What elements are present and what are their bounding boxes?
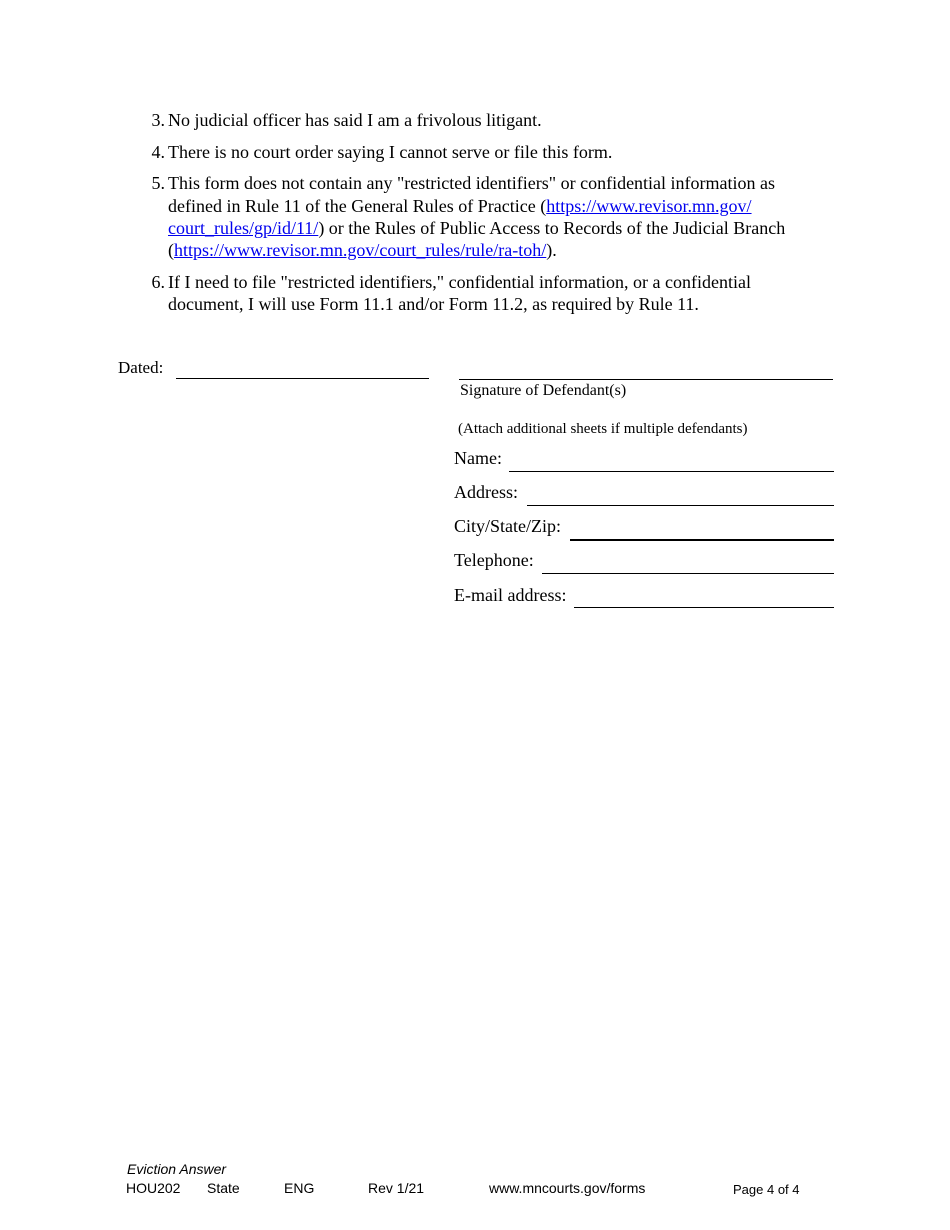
revisor-general-rules-link-part1[interactable]: https://www.revisor.mn.gov/ [546, 196, 752, 216]
additional-sheets-note: (Attach additional sheets if multiple defendants) [458, 421, 748, 437]
telephone-line[interactable] [542, 573, 834, 574]
item-5-close-paren: ). [546, 240, 557, 260]
item-5-line-1: This form does not contain any "restricted identifiers" or confidential information as [168, 173, 776, 193]
telephone-label: Telephone: [454, 550, 534, 570]
footer-revision: Rev 1/21 [368, 1180, 425, 1196]
name-line[interactable] [509, 471, 834, 472]
item-5-line-2-text: defined in Rule 11 of the General Rules of Practice ( [168, 196, 547, 216]
item-5-open-paren: ( [168, 240, 174, 260]
revisor-public-access-link[interactable]: https://www.revisor.mn.gov/court_rules/rule/ra-toh/ [174, 240, 547, 260]
item-4-text: There is no court order saying I cannot serve or file this form. [168, 142, 613, 162]
footer-form-code: HOU202 [126, 1180, 181, 1196]
dated-line[interactable] [176, 378, 429, 379]
footer-page-number: Page 4 of 4 [733, 1182, 800, 1197]
dated-label: Dated: [118, 358, 164, 377]
email-label: E-mail address: [454, 585, 567, 605]
item-3-text: No judicial officer has said I am a frivolous litigant. [168, 110, 542, 130]
footer-form-title: Eviction Answer [127, 1161, 227, 1177]
item-5-line-2 [168, 196, 752, 217]
item-number-6: 6. [151, 272, 165, 292]
address-line[interactable] [527, 505, 834, 506]
address-label: Address: [454, 482, 518, 502]
email-line[interactable] [574, 607, 834, 608]
signature-label: Signature of Defendant(s) [460, 382, 627, 399]
revisor-general-rules-link-part2[interactable]: court_rules/gp/id/11/ [168, 218, 319, 238]
item-number-3: 3. [151, 110, 165, 130]
name-label: Name: [454, 448, 502, 468]
signature-line[interactable] [459, 379, 833, 380]
city-state-zip-line[interactable] [570, 539, 834, 541]
footer-website: www.mncourts.gov/forms [489, 1180, 646, 1196]
item-6-line-1: If I need to file "restricted identifiers," confidential information, or a confidential [168, 272, 751, 292]
item-number-4: 4. [151, 142, 165, 162]
item-5-line-3 [168, 218, 785, 239]
footer-language: ENG [284, 1180, 315, 1196]
item-number-5: 5. [151, 173, 165, 193]
city-state-zip-label: City/State/Zip: [454, 516, 561, 536]
item-5-line-4 [168, 240, 557, 261]
item-5-line-3-text: ) or the Rules of Public Access to Records of the Judicial Branch [318, 218, 786, 238]
item-6-line-2: document, I will use Form 11.1 and/or Form 11.2, as required by Rule 11. [168, 294, 699, 314]
footer-jurisdiction: State [207, 1180, 240, 1196]
